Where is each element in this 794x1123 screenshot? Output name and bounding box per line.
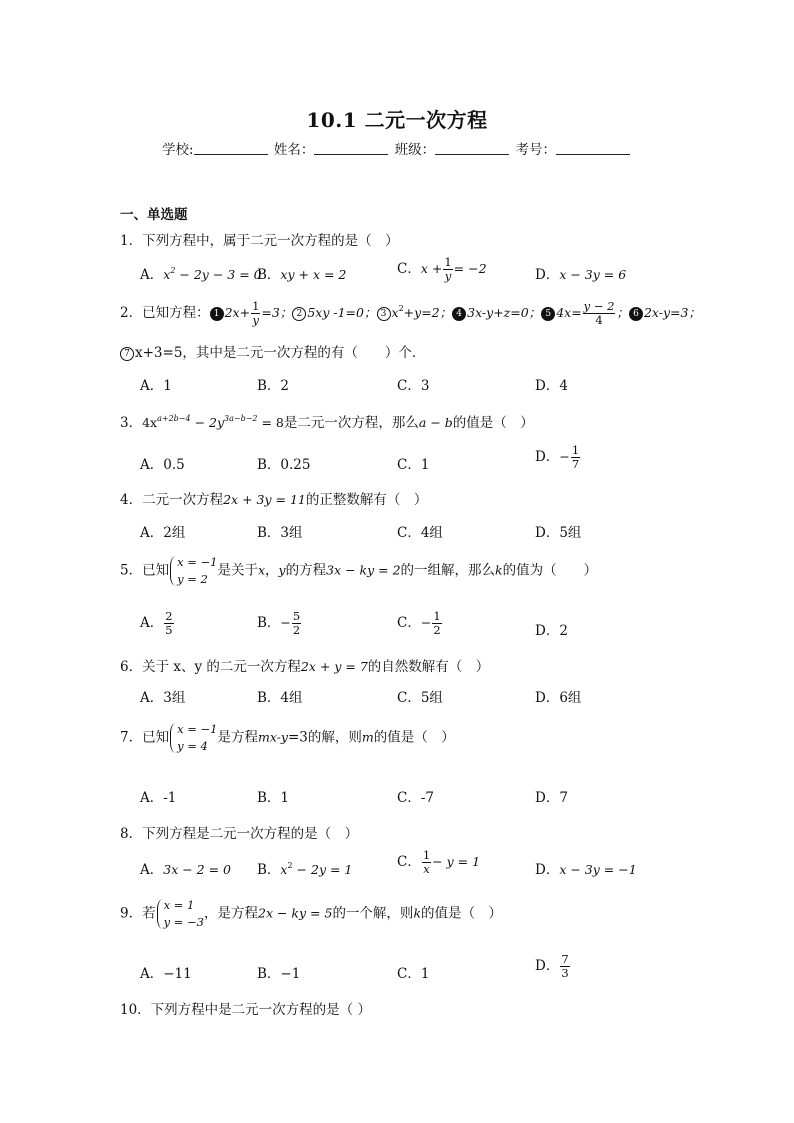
question-2-stem-line2: 7 x+3=5，其中是二元一次方程的有（ ）个． xyxy=(120,341,425,361)
student-info-line xyxy=(0,138,794,158)
number-blank[interactable] xyxy=(556,141,630,155)
name-blank[interactable] xyxy=(314,141,388,155)
q7-option-b[interactable]: B．1 xyxy=(257,790,290,806)
question-4-stem: 4．二元一次方程2x + 3y = 11的正整数解有（ ） xyxy=(120,492,428,508)
q9-option-a[interactable]: A．−11 xyxy=(140,966,192,982)
q7-option-d[interactable]: D．7 xyxy=(535,790,568,806)
q2-option-d[interactable]: D．4 xyxy=(535,378,568,394)
q8-option-d[interactable]: D．x − 3y = −1 xyxy=(535,862,637,878)
q6-option-d[interactable]: D．6组 xyxy=(535,690,582,706)
question-5-stem: 5．已知 x = −1 y = 2 是关于x，y的方程3x − ky = 2的一组解，那么k的值为（ ） xyxy=(120,555,598,586)
q5-option-a[interactable]: A． $\frac{2}{5}$ xyxy=(140,609,173,637)
q4-option-c[interactable]: C．4组 xyxy=(397,525,443,541)
q5-option-c[interactable]: C．− $\frac{1}{2}$ xyxy=(397,609,441,637)
question-7-stem: 7．已知 x = −1 y = 4 是方程mx-y=3的解，则m的值是（ ） xyxy=(120,722,455,753)
q3-option-a[interactable]: A．0.5 xyxy=(140,457,185,473)
question-6-stem: 6．关于 x、y 的二元一次方程2x + y = 7的自然数解有（ ） xyxy=(120,659,490,675)
q9-option-b[interactable]: B．−1 xyxy=(257,966,301,982)
school-blank[interactable] xyxy=(194,141,268,155)
q1-option-a[interactable]: A．$x^2 - 2y - 3 = 0$ xyxy=(140,266,262,283)
q1-option-c[interactable]: C．x + $\frac{1}{y}$ = −2 xyxy=(397,255,487,283)
q6-option-a[interactable]: A．3组 xyxy=(140,690,186,706)
class-label: 班级： xyxy=(394,142,436,158)
q9-option-c[interactable]: C．1 xyxy=(397,966,430,982)
question-2-stem: 2．已知方程： 1 2x+ $\frac{1}{y}$ =3； 2 5xy -1=0； 3 $x^2+y=2$； 4 3x-y+z=0； 5 4x= $\frac{y - 2}{4}$ ； 6 2x-y=3； xyxy=(120,299,701,327)
equation-system: x = 1 y = −3 xyxy=(156,897,204,931)
q4-option-d[interactable]: D．5组 xyxy=(535,525,582,541)
q2-option-c[interactable]: C．3 xyxy=(397,378,430,394)
question-8-stem: 8．下列方程是二元一次方程的是（ ） xyxy=(120,826,359,842)
q8-option-a[interactable]: A．3x − 2 = 0 xyxy=(140,862,231,878)
q6-option-b[interactable]: B．4组 xyxy=(257,690,303,706)
question-10-stem: 10．下列方程中是二元一次方程的是（ ） xyxy=(120,1002,371,1018)
q7-option-a[interactable]: A．-1 xyxy=(140,790,177,806)
equation-system: x = −1 y = 2 xyxy=(169,554,217,588)
q8-option-c[interactable]: C． $\frac{1}{x}$ − y = 1 xyxy=(397,848,481,876)
section-heading: 一、单选题 xyxy=(120,207,188,223)
question-9-stem: 9．若 x = 1 y = −3 ，是方程2x − ky = 5的一个解，则k的值是（ ） xyxy=(120,898,503,929)
q3-option-b[interactable]: B．0.25 xyxy=(257,457,311,473)
q2-option-a[interactable]: A．1 xyxy=(140,378,172,394)
question-1-stem: 1．下列方程中，属于二元一次方程的是（ ） xyxy=(120,233,399,249)
number-label: 考号： xyxy=(515,142,556,158)
q4-option-b[interactable]: B．3组 xyxy=(257,525,303,541)
q8-option-b[interactable]: B．$x^2 - 2y = 1$ xyxy=(257,861,353,878)
q5-option-b[interactable]: B．− $\frac{5}{2}$ xyxy=(257,609,301,637)
fraction: $\frac{1}{y}$ xyxy=(444,255,452,283)
equation-system: x = −1 y = 4 xyxy=(169,721,217,755)
q1-option-b[interactable]: B．xy + x = 2 xyxy=(257,267,347,283)
q9-option-d[interactable]: D． $\frac{7}{3}$ xyxy=(535,952,569,980)
q3-option-d[interactable]: D．− $\frac{1}{7}$ xyxy=(535,443,580,471)
q7-option-c[interactable]: C．-7 xyxy=(397,790,434,806)
q2-option-b[interactable]: B．2 xyxy=(257,378,290,394)
name-label: 姓名： xyxy=(273,142,315,158)
q4-option-a[interactable]: A．2组 xyxy=(140,525,186,541)
q6-option-c[interactable]: C．5组 xyxy=(397,690,443,706)
q5-option-d[interactable]: D．2 xyxy=(535,623,568,639)
question-3-stem: 3．$4x^{a+2b-4} - 2y^{3a-b-2} = 8$是二元一次方程，那么a − b的值是（ ） xyxy=(120,414,534,431)
q3-option-c[interactable]: C．1 xyxy=(397,457,430,473)
school-label: 学校: xyxy=(162,142,194,158)
page-title: 10.1 二元一次方程 xyxy=(306,108,488,132)
q1-option-d[interactable]: D．x − 3y = 6 xyxy=(535,267,627,283)
class-blank[interactable] xyxy=(435,141,509,155)
